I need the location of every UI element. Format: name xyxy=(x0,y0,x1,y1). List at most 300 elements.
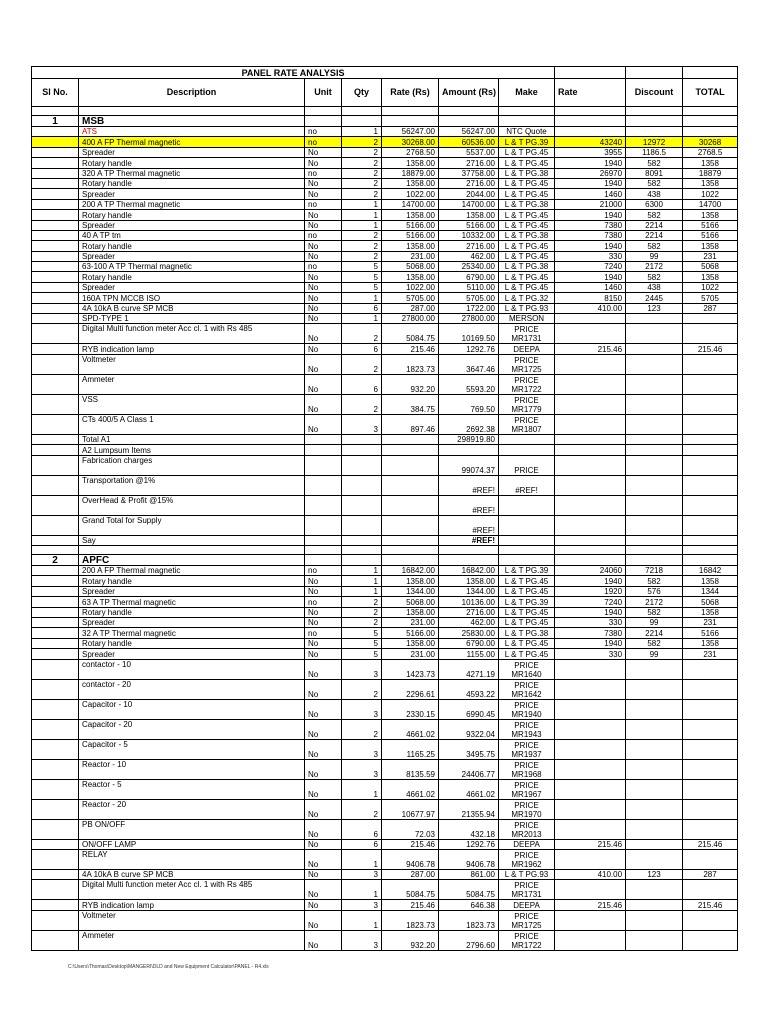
list-rate-cell: 43240 xyxy=(555,137,626,147)
description-cell: PB ON/OFF xyxy=(79,819,305,839)
total-cell xyxy=(683,739,738,759)
discount-cell: 582 xyxy=(626,607,683,617)
make-cell xyxy=(499,719,555,739)
list-rate-cell: 1920 xyxy=(555,586,626,596)
section-number: 2 xyxy=(32,554,79,565)
discount-cell xyxy=(626,849,683,869)
make-line-2: MR1722 xyxy=(511,384,542,394)
make-line-2: MR1967 xyxy=(511,789,542,799)
table-row xyxy=(32,475,738,495)
section-number: 1 xyxy=(32,116,79,127)
col-header-qty: Qty xyxy=(342,79,382,107)
col-header-discount: Discount xyxy=(626,79,683,107)
discount-cell xyxy=(626,779,683,799)
qty-cell: 1 xyxy=(342,314,382,324)
total-cell: 215.46 xyxy=(683,900,738,910)
sl-no-cell xyxy=(32,699,79,719)
sl-no-cell xyxy=(32,586,79,596)
make-cell: L & T PG.38 xyxy=(499,628,555,638)
total-cell: 1358 xyxy=(683,576,738,586)
empty-cell xyxy=(439,554,499,565)
qty-cell: 1 xyxy=(342,293,382,303)
rate-cell: 897.46 xyxy=(382,414,439,434)
sl-no-cell xyxy=(32,930,79,950)
description-cell: contactor - 20 xyxy=(79,679,305,699)
list-rate-cell xyxy=(555,799,626,819)
unit-cell: no xyxy=(305,628,342,638)
rate-cell: 231.00 xyxy=(382,649,439,659)
total-cell: 287 xyxy=(683,869,738,879)
amount-cell: 5084.75 xyxy=(439,880,499,900)
unit-cell: No xyxy=(305,374,342,394)
rate-cell: 215.46 xyxy=(382,839,439,849)
rate-cell: 72.03 xyxy=(382,819,439,839)
rate-analysis-sheet xyxy=(31,66,737,951)
make-line-2: MR1943 xyxy=(511,729,542,739)
sl-no-cell xyxy=(32,475,79,495)
description-cell: 320 A TP Thermal magnetic xyxy=(79,168,305,178)
amount-cell: 1722.00 xyxy=(439,303,499,313)
discount-cell: 582 xyxy=(626,158,683,168)
qty-cell: 1 xyxy=(342,127,382,137)
rate-cell: 2330.15 xyxy=(382,699,439,719)
make-cell: L & T PG.39 xyxy=(499,565,555,575)
list-rate-cell xyxy=(555,434,626,444)
description-cell: Digital Multi function meter Acc cl. 1 with Rs 485 xyxy=(79,880,305,900)
make-cell xyxy=(499,779,555,799)
sl-no-cell xyxy=(32,649,79,659)
table-row xyxy=(32,576,738,586)
qty-cell: 2 xyxy=(342,597,382,607)
file-path-footer: C:\Users\Thomas\Desktop\MANGERI\DLD and New Equipment Calculator\PANEL - R4.xls xyxy=(68,964,269,970)
sl-no-cell xyxy=(32,819,79,839)
make-line-2: MR1725 xyxy=(511,920,542,930)
total-cell: 1358 xyxy=(683,638,738,648)
unit-cell: No xyxy=(305,314,342,324)
discount-cell: 582 xyxy=(626,272,683,282)
discount-cell xyxy=(626,759,683,779)
make-cell xyxy=(499,414,555,434)
table-row xyxy=(32,210,738,220)
qty-cell: 3 xyxy=(342,414,382,434)
total-cell: 1358 xyxy=(683,178,738,188)
make-line-2: MR1640 xyxy=(511,669,542,679)
discount-cell: 2172 xyxy=(626,262,683,272)
list-rate-cell xyxy=(555,739,626,759)
unit-cell: No xyxy=(305,178,342,188)
make-cell xyxy=(499,880,555,900)
table-row xyxy=(32,910,738,930)
qty-cell: 6 xyxy=(342,839,382,849)
discount-cell: 7218 xyxy=(626,565,683,575)
qty-cell: 3 xyxy=(342,659,382,679)
unit-cell: no xyxy=(305,597,342,607)
sl-no-cell xyxy=(32,303,79,313)
make-cell: L & T PG.38 xyxy=(499,262,555,272)
make-line-2: MR1731 xyxy=(511,890,542,900)
make-line-1: PRICE xyxy=(514,325,539,335)
rate-cell: 932.20 xyxy=(382,374,439,394)
sl-no-cell xyxy=(32,719,79,739)
list-rate-cell: 7380 xyxy=(555,628,626,638)
table-row xyxy=(32,849,738,869)
make-cell xyxy=(499,910,555,930)
col-header-rate: Rate xyxy=(555,79,626,107)
rate-cell: 9406.78 xyxy=(382,849,439,869)
list-rate-cell: 330 xyxy=(555,251,626,261)
sl-no-cell xyxy=(32,779,79,799)
make-line-1: PRICE xyxy=(514,700,539,710)
unit-cell: No xyxy=(305,849,342,869)
unit-cell: No xyxy=(305,719,342,739)
make-cell: L & T PG.32 xyxy=(499,293,555,303)
rate-cell: 5166.00 xyxy=(382,628,439,638)
table-row xyxy=(32,839,738,849)
rate-cell: 1358.00 xyxy=(382,158,439,168)
amount-cell: 1358.00 xyxy=(439,210,499,220)
make-cell: DEEPA xyxy=(499,900,555,910)
discount-cell xyxy=(626,910,683,930)
discount-cell xyxy=(626,344,683,354)
unit-cell: No xyxy=(305,930,342,950)
total-cell: 18879 xyxy=(683,168,738,178)
table-row xyxy=(32,374,738,394)
make-cell: L & T PG.38 xyxy=(499,230,555,240)
total-cell: 16842 xyxy=(683,565,738,575)
empty-cell xyxy=(32,107,79,116)
description-cell: ON/OFF LAMP xyxy=(79,839,305,849)
make-line-2: MR1731 xyxy=(511,334,542,344)
unit-cell: No xyxy=(305,189,342,199)
col-header-description: Description xyxy=(79,79,305,107)
amount-cell: 25340.00 xyxy=(439,262,499,272)
total-cell: 1344 xyxy=(683,586,738,596)
rate-cell xyxy=(382,515,439,535)
amount-cell: 24406.77 xyxy=(439,759,499,779)
list-rate-cell: 1940 xyxy=(555,576,626,586)
discount-cell: 12972 xyxy=(626,137,683,147)
discount-cell: 99 xyxy=(626,251,683,261)
make-cell xyxy=(499,799,555,819)
rate-cell: 215.46 xyxy=(382,900,439,910)
table-row xyxy=(32,199,738,209)
sl-no-cell xyxy=(32,445,79,455)
sl-no-cell xyxy=(32,178,79,188)
list-rate-cell: 330 xyxy=(555,617,626,627)
table-row xyxy=(32,147,738,157)
make-cell: MERSON xyxy=(499,314,555,324)
description-cell: 32 A TP Thermal magnetic xyxy=(79,628,305,638)
qty-cell: 3 xyxy=(342,739,382,759)
table-row xyxy=(32,719,738,739)
make-line-2: MR1968 xyxy=(511,769,542,779)
description-cell: Fabrication charges xyxy=(79,455,305,475)
total-cell: 1358 xyxy=(683,210,738,220)
qty-cell: 3 xyxy=(342,869,382,879)
list-rate-cell xyxy=(555,535,626,545)
make-line-1: PRICE xyxy=(514,680,539,690)
description-cell: Spreader xyxy=(79,617,305,627)
unit-cell: No xyxy=(305,147,342,157)
unit-cell: No xyxy=(305,839,342,849)
total-cell: 1358 xyxy=(683,607,738,617)
amount-cell: #REF! xyxy=(439,495,499,515)
make-line-2: MR1642 xyxy=(511,689,542,699)
discount-cell xyxy=(626,930,683,950)
discount-cell: 99 xyxy=(626,617,683,627)
empty-cell xyxy=(499,554,555,565)
sl-no-cell xyxy=(32,158,79,168)
description-cell: VSS xyxy=(79,394,305,414)
make-cell: L & T PG.45 xyxy=(499,251,555,261)
discount-cell xyxy=(626,659,683,679)
discount-cell xyxy=(626,880,683,900)
table-row xyxy=(32,565,738,575)
make-cell xyxy=(499,374,555,394)
list-rate-cell: 1940 xyxy=(555,178,626,188)
table-row xyxy=(32,880,738,900)
list-rate-cell: 7240 xyxy=(555,597,626,607)
rate-cell: 5084.75 xyxy=(382,324,439,344)
amount-cell: 9322.04 xyxy=(439,719,499,739)
make-cell: L & T PG.39 xyxy=(499,597,555,607)
qty-cell: 2 xyxy=(342,251,382,261)
unit-cell: No xyxy=(305,607,342,617)
unit-cell: No xyxy=(305,303,342,313)
list-rate-cell xyxy=(555,880,626,900)
total-cell xyxy=(683,394,738,414)
rate-cell: 1823.73 xyxy=(382,910,439,930)
rate-cell xyxy=(382,475,439,495)
col-header-unit: Unit xyxy=(305,79,342,107)
list-rate-cell: 26970 xyxy=(555,168,626,178)
total-cell xyxy=(683,127,738,137)
make-cell xyxy=(499,434,555,444)
qty-cell: 2 xyxy=(342,354,382,374)
amount-cell: 646.38 xyxy=(439,900,499,910)
empty-cell xyxy=(626,116,683,127)
table-row xyxy=(32,220,738,230)
discount-cell: 123 xyxy=(626,869,683,879)
list-rate-cell: 8150 xyxy=(555,293,626,303)
description-cell: Rotary handle xyxy=(79,158,305,168)
unit-cell: No xyxy=(305,282,342,292)
qty-cell: 1 xyxy=(342,910,382,930)
unit-cell: no xyxy=(305,137,342,147)
sl-no-cell xyxy=(32,900,79,910)
discount-cell xyxy=(626,314,683,324)
qty-cell: 2 xyxy=(342,158,382,168)
sl-no-cell xyxy=(32,607,79,617)
unit-cell: No xyxy=(305,819,342,839)
empty-cell xyxy=(626,545,683,554)
total-cell: 231 xyxy=(683,649,738,659)
make-cell xyxy=(499,659,555,679)
discount-cell xyxy=(626,127,683,137)
discount-cell: 6300 xyxy=(626,199,683,209)
unit-cell: no xyxy=(305,199,342,209)
total-cell xyxy=(683,515,738,535)
empty-cell xyxy=(305,107,342,116)
discount-cell: 576 xyxy=(626,586,683,596)
sl-no-cell xyxy=(32,597,79,607)
total-cell: 1022 xyxy=(683,189,738,199)
total-cell: 5068 xyxy=(683,597,738,607)
total-cell: 1358 xyxy=(683,272,738,282)
unit-cell: No xyxy=(305,241,342,251)
table-row xyxy=(32,930,738,950)
section-name: APFC xyxy=(79,554,305,565)
qty-cell: 6 xyxy=(342,374,382,394)
sl-no-cell xyxy=(32,293,79,303)
sl-no-cell xyxy=(32,659,79,679)
rate-cell: 4661.02 xyxy=(382,719,439,739)
sl-no-cell xyxy=(32,434,79,444)
amount-cell: 1823.73 xyxy=(439,910,499,930)
description-cell: Rotary handle xyxy=(79,241,305,251)
unit-cell: No xyxy=(305,293,342,303)
description-cell: Rotary handle xyxy=(79,272,305,282)
make-cell: L & T PG.45 xyxy=(499,607,555,617)
discount-cell: 582 xyxy=(626,210,683,220)
unit-cell xyxy=(305,434,342,444)
rate-cell: 2768.50 xyxy=(382,147,439,157)
description-cell: Rotary handle xyxy=(79,576,305,586)
table-row xyxy=(32,649,738,659)
empty-cell xyxy=(382,545,439,554)
sl-no-cell xyxy=(32,210,79,220)
total-cell: 215.46 xyxy=(683,839,738,849)
sl-no-cell xyxy=(32,515,79,535)
total-cell xyxy=(683,495,738,515)
make-cell: PRICE xyxy=(499,455,555,475)
list-rate-cell: 7380 xyxy=(555,220,626,230)
list-rate-cell: 1940 xyxy=(555,272,626,282)
rate-cell: 1358.00 xyxy=(382,576,439,586)
qty-cell: 5 xyxy=(342,272,382,282)
rate-cell: 5166.00 xyxy=(382,230,439,240)
discount-cell xyxy=(626,475,683,495)
table-row xyxy=(32,779,738,799)
empty-cell xyxy=(555,545,626,554)
unit-cell: No xyxy=(305,900,342,910)
empty-cell xyxy=(499,545,555,554)
total-cell xyxy=(683,324,738,344)
list-rate-cell: 1940 xyxy=(555,241,626,251)
list-rate-cell: 1940 xyxy=(555,158,626,168)
list-rate-cell: 215.46 xyxy=(555,900,626,910)
description-cell: Reactor - 10 xyxy=(79,759,305,779)
rate-cell xyxy=(382,455,439,475)
rate-cell: 1358.00 xyxy=(382,210,439,220)
list-rate-cell xyxy=(555,719,626,739)
table-row xyxy=(32,586,738,596)
list-rate-cell: 24060 xyxy=(555,565,626,575)
col-header-amount: Amount (Rs) xyxy=(439,79,499,107)
total-cell xyxy=(683,699,738,719)
amount-cell: 4593.22 xyxy=(439,679,499,699)
table-row xyxy=(32,455,738,475)
total-cell xyxy=(683,910,738,930)
discount-cell: 582 xyxy=(626,178,683,188)
total-cell xyxy=(683,445,738,455)
discount-cell: 2214 xyxy=(626,220,683,230)
description-cell: RELAY xyxy=(79,849,305,869)
table-row xyxy=(32,293,738,303)
description-cell: Say xyxy=(79,535,305,545)
table-row xyxy=(32,344,738,354)
list-rate-cell xyxy=(555,394,626,414)
empty-cell xyxy=(342,545,382,554)
sl-no-cell xyxy=(32,880,79,900)
make-cell: DEEPA xyxy=(499,344,555,354)
empty-cell xyxy=(382,554,439,565)
description-cell: Rotary handle xyxy=(79,638,305,648)
rate-cell: 231.00 xyxy=(382,617,439,627)
make-cell xyxy=(499,394,555,414)
amount-cell: 2716.00 xyxy=(439,607,499,617)
sl-no-cell xyxy=(32,251,79,261)
empty-cell xyxy=(683,107,738,116)
rate-cell: 5166.00 xyxy=(382,220,439,230)
qty-cell: 2 xyxy=(342,168,382,178)
make-cell: L & T PG.45 xyxy=(499,282,555,292)
amount-cell: 1155.00 xyxy=(439,649,499,659)
qty-cell xyxy=(342,434,382,444)
empty-cell xyxy=(499,107,555,116)
rate-cell: 1358.00 xyxy=(382,638,439,648)
discount-cell xyxy=(626,679,683,699)
amount-cell: 6990.45 xyxy=(439,699,499,719)
sl-no-cell xyxy=(32,576,79,586)
amount-cell: 10332.00 xyxy=(439,230,499,240)
discount-cell xyxy=(626,414,683,434)
rate-cell: 27800.00 xyxy=(382,314,439,324)
total-cell xyxy=(683,455,738,475)
unit-cell: No xyxy=(305,394,342,414)
discount-cell xyxy=(626,354,683,374)
discount-cell: 2445 xyxy=(626,293,683,303)
description-cell: Capacitor - 5 xyxy=(79,739,305,759)
empty-cell xyxy=(342,116,382,127)
make-cell xyxy=(499,930,555,950)
sl-no-cell xyxy=(32,230,79,240)
table-row xyxy=(32,158,738,168)
discount-cell xyxy=(626,819,683,839)
make-line-1: PRICE xyxy=(514,375,539,385)
description-cell: Total A1 xyxy=(79,434,305,444)
qty-cell xyxy=(342,495,382,515)
list-rate-cell xyxy=(555,659,626,679)
make-cell xyxy=(499,819,555,839)
qty-cell: 3 xyxy=(342,930,382,950)
make-cell xyxy=(499,759,555,779)
amount-cell: 2716.00 xyxy=(439,158,499,168)
description-cell: CTs 400/5 A Class 1 xyxy=(79,414,305,434)
amount-cell: 5593.20 xyxy=(439,374,499,394)
spacer-row xyxy=(32,545,738,554)
sl-no-cell xyxy=(32,374,79,394)
sl-no-cell xyxy=(32,314,79,324)
amount-cell: 462.00 xyxy=(439,617,499,627)
description-cell: 160A TPN MCCB ISO xyxy=(79,293,305,303)
sl-no-cell xyxy=(32,354,79,374)
amount-cell: #REF! xyxy=(439,475,499,495)
description-cell: 4A 10kA B curve SP MCB xyxy=(79,869,305,879)
amount-cell: 5166.00 xyxy=(439,220,499,230)
rate-cell: 287.00 xyxy=(382,869,439,879)
list-rate-cell xyxy=(555,455,626,475)
